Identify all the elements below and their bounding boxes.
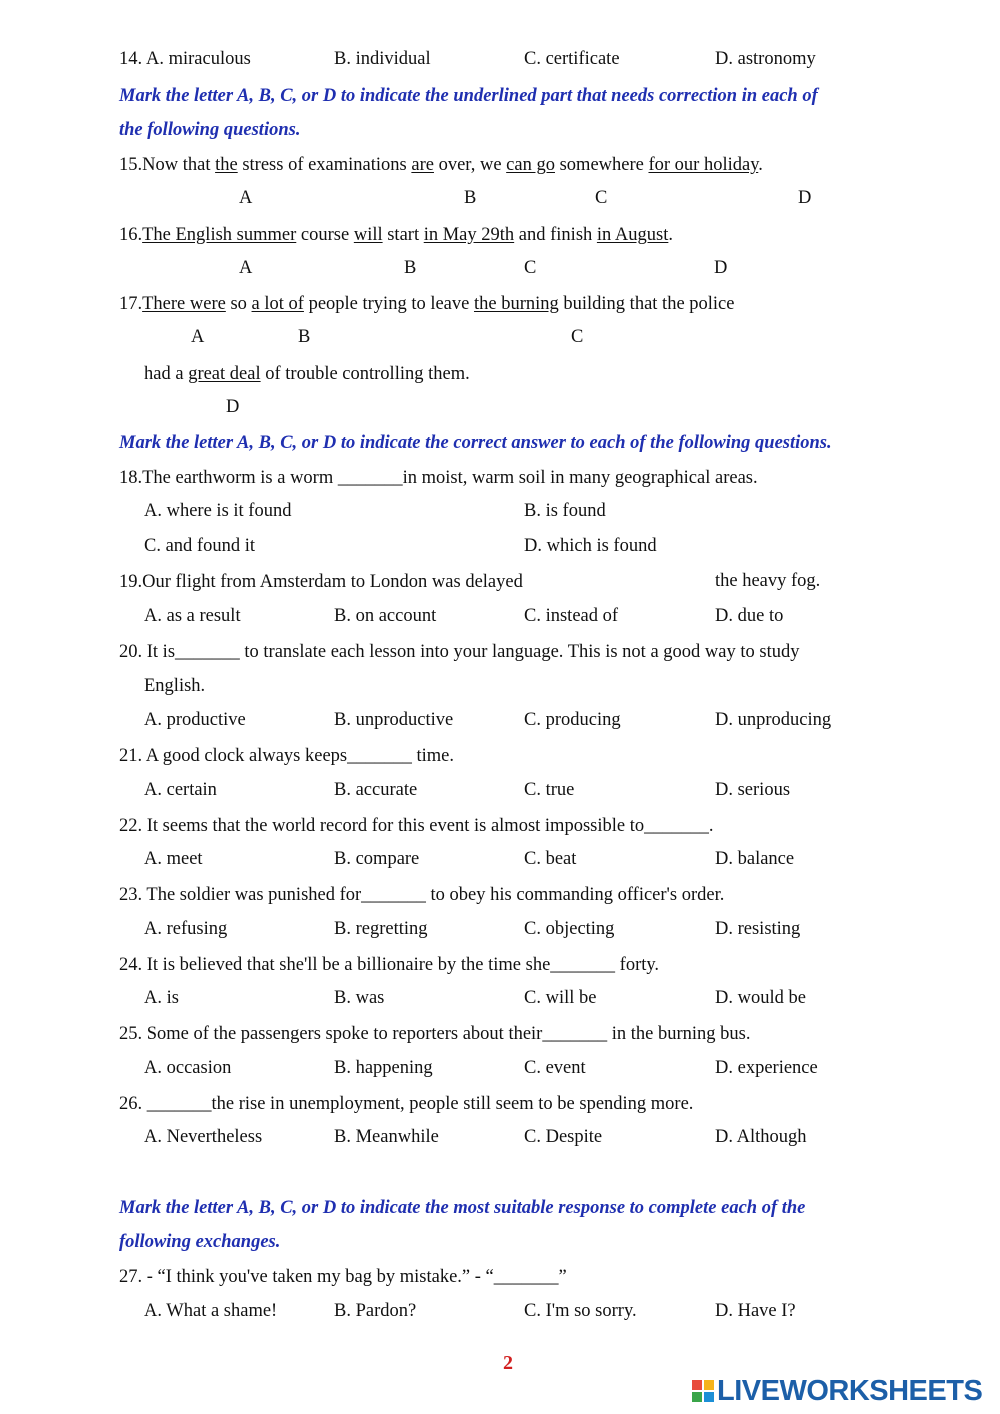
option-b[interactable]: B. is found: [524, 501, 606, 521]
option-a[interactable]: A. miraculous: [146, 49, 251, 69]
marker-a: A: [239, 258, 253, 278]
page-number: 2: [503, 1352, 513, 1374]
option-d[interactable]: D. balance: [715, 849, 795, 869]
instruction-response-line1: Mark the letter A, B, C, or D to indicate the most suitable response to complete each of the: [119, 1198, 806, 1218]
option-a[interactable]: A. where is it found: [144, 501, 292, 521]
option-c[interactable]: C. certificate: [524, 49, 620, 69]
question-17-sentence-cont: had a great deal of trouble controlling them.: [144, 364, 470, 384]
question-27-stem: 27. - “I think you've taken my bag by mistake.” - “_______”: [119, 1267, 567, 1287]
option-d[interactable]: D. Have I?: [715, 1301, 796, 1321]
question-20-stem-cont: English.: [144, 676, 206, 696]
question-24-stem: 24. It is believed that she'll be a billionaire by the time she_______ forty.: [119, 955, 660, 975]
logo-squares-icon: [692, 1380, 714, 1402]
option-a[interactable]: A. What a shame!: [144, 1301, 278, 1321]
instruction-correct-answer: Mark the letter A, B, C, or D to indicate the correct answer to each of the following questions.: [119, 433, 832, 453]
option-b[interactable]: B. happening: [334, 1058, 433, 1078]
question-26-stem: 26. _______the rise in unemployment, people still seem to be spending more.: [119, 1094, 694, 1114]
marker-d: D: [714, 258, 728, 278]
option-c[interactable]: C. event: [524, 1058, 586, 1078]
underlined-d[interactable]: in August: [596, 225, 669, 245]
marker-b: B: [298, 327, 311, 347]
option-c[interactable]: C. objecting: [524, 919, 615, 939]
logo-square: [704, 1380, 714, 1390]
option-a[interactable]: A. Nevertheless: [144, 1127, 263, 1147]
marker-c: C: [595, 188, 608, 208]
option-d[interactable]: D. serious: [715, 780, 791, 800]
marker-c: C: [571, 327, 584, 347]
question-number: 14.: [119, 49, 143, 69]
question-19-stem-end: the heavy fog.: [715, 571, 821, 591]
question-20-stem: 20. It is_______ to translate each lesson into your language. This is not a good way to study: [119, 642, 800, 662]
instruction-error-correction-line2: the following questions.: [119, 120, 301, 140]
question-17-sentence: 17.There were so a lot of people trying to leave the burning building that the police: [119, 294, 735, 314]
logo-square: [704, 1392, 714, 1402]
option-b[interactable]: B. compare: [334, 849, 420, 869]
marker-a: A: [239, 188, 253, 208]
question-16-sentence: 16.The English summer course will start in May 29th and finish in August.: [119, 225, 673, 245]
option-b[interactable]: B. unproductive: [334, 710, 454, 730]
option-b[interactable]: B. Meanwhile: [334, 1127, 439, 1147]
marker-b: B: [464, 188, 477, 208]
option-d[interactable]: D. which is found: [524, 536, 657, 556]
question-21-stem: 21. A good clock always keeps_______ time.: [119, 746, 455, 766]
question-22-stem: 22. It seems that the world record for this event is almost impossible to_______.: [119, 816, 714, 836]
underlined-c[interactable]: the burning: [473, 294, 559, 314]
marker-d: D: [798, 188, 812, 208]
option-b[interactable]: B. individual: [334, 49, 431, 69]
option-b[interactable]: B. on account: [334, 606, 437, 626]
marker-c: C: [524, 258, 537, 278]
marker-d: D: [226, 397, 240, 417]
option-c[interactable]: C. beat: [524, 849, 577, 869]
underlined-c[interactable]: in May 29th: [423, 225, 515, 245]
option-b[interactable]: B. regretting: [334, 919, 428, 939]
option-d[interactable]: D. would be: [715, 988, 806, 1008]
option-a[interactable]: A. meet: [144, 849, 203, 869]
underlined-c[interactable]: can go: [506, 155, 555, 175]
underlined-d[interactable]: great deal: [188, 364, 261, 384]
option-c[interactable]: C. and found it: [144, 536, 255, 556]
underlined-b[interactable]: a lot of: [251, 294, 304, 314]
option-a[interactable]: A. as a result: [144, 606, 241, 626]
underlined-d[interactable]: for our holiday: [648, 155, 759, 175]
option-c[interactable]: C. I'm so sorry.: [524, 1301, 637, 1321]
option-d[interactable]: D. astronomy: [715, 49, 816, 69]
instruction-error-correction-line1: Mark the letter A, B, C, or D to indicate the underlined part that needs correction in each of: [119, 86, 818, 106]
underlined-a[interactable]: There were: [142, 294, 226, 314]
question-18-stem: 18.The earthworm is a worm _______in moist, warm soil in many geographical areas.: [119, 468, 758, 488]
liveworksheets-logo[interactable]: [692, 1376, 982, 1406]
underlined-a[interactable]: The English summer: [142, 225, 297, 245]
option-b[interactable]: B. was: [334, 988, 385, 1008]
option-a[interactable]: A. is: [144, 988, 179, 1008]
logo-square: [692, 1392, 702, 1402]
option-d[interactable]: D. unproducing: [715, 710, 832, 730]
underlined-b[interactable]: will: [353, 225, 383, 245]
question-25-stem: 25. Some of the passengers spoke to reporters about their_______ in the burning bus.: [119, 1024, 751, 1044]
option-c[interactable]: C. will be: [524, 988, 597, 1008]
question-15-sentence: 15.Now that the stress of examinations are over, we can go somewhere for our holiday.: [119, 155, 763, 175]
option-d[interactable]: D. experience: [715, 1058, 818, 1078]
logo-text: LIVEWORKSHEETS: [717, 1374, 983, 1407]
option-d[interactable]: D. Although: [715, 1127, 807, 1147]
option-d[interactable]: D. resisting: [715, 919, 801, 939]
option-a[interactable]: A. refusing: [144, 919, 228, 939]
question-23-stem: 23. The soldier was punished for_______ to obey his commanding officer's order.: [119, 885, 725, 905]
option-c[interactable]: C. Despite: [524, 1127, 603, 1147]
logo-square: [692, 1380, 702, 1390]
instruction-response-line2: following exchanges.: [119, 1232, 281, 1252]
marker-b: B: [404, 258, 417, 278]
option-a[interactable]: A. occasion: [144, 1058, 232, 1078]
question-19-stem: 19.Our flight from Amsterdam to London was delayed: [119, 572, 523, 592]
marker-a: A: [191, 327, 205, 347]
option-d[interactable]: D. due to: [715, 606, 784, 626]
underlined-b[interactable]: are: [411, 155, 434, 175]
option-c[interactable]: C. producing: [524, 710, 621, 730]
option-a[interactable]: A. productive: [144, 710, 246, 730]
option-c[interactable]: C. instead of: [524, 606, 619, 626]
underlined-a[interactable]: the: [215, 155, 238, 175]
option-b[interactable]: B. Pardon?: [334, 1301, 417, 1321]
option-c[interactable]: C. true: [524, 780, 575, 800]
option-a[interactable]: A. certain: [144, 780, 217, 800]
option-b[interactable]: B. accurate: [334, 780, 418, 800]
